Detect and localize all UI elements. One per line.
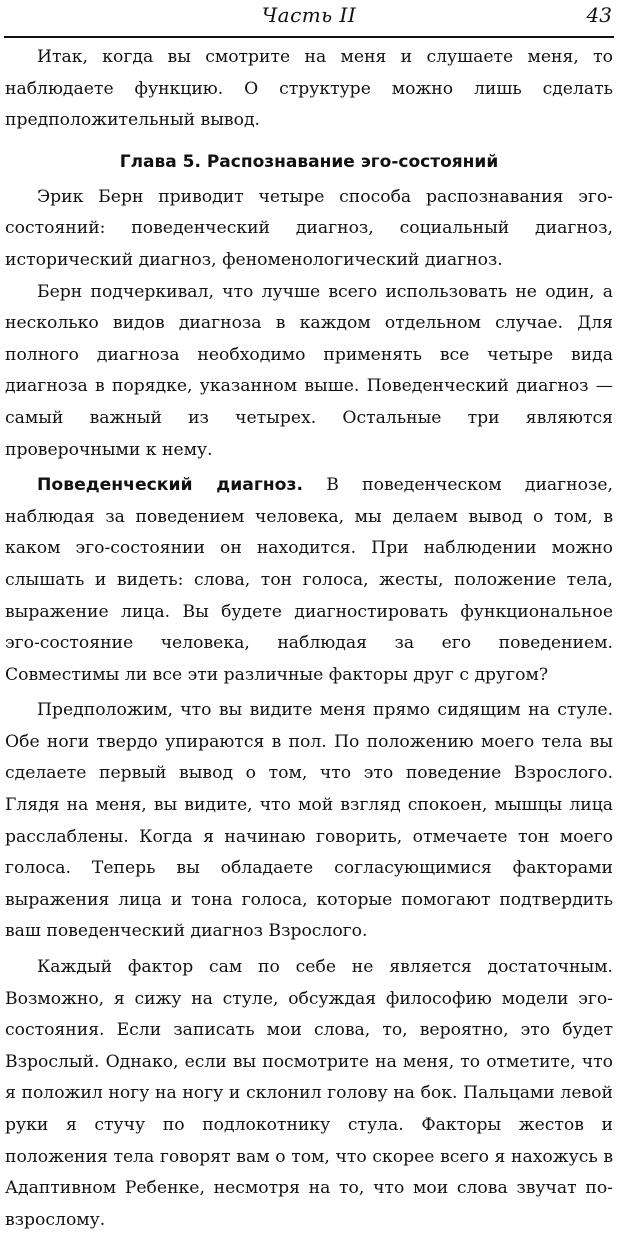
page-body: [5, 42, 613, 1236]
running-header: [4, 0, 614, 38]
run-in-heading: Поведенческий диагноз.: [37, 475, 304, 496]
paragraph-example-child: Каждый фактор сам по себе не является достаточным. Возможно, я сижу на стуле, обсуждая философию модели эго-состояния. Если записать мои слова, то, вероятно, это будет Взрослый. Однако, если вы посмотрите на меня, то отметите, что я положил ногу на ногу и склонил голову на бок. Пальцами левой руки я стучу по подлокотнику стула. Факторы жестов и положения тела говорят вам о том, что скорее всего я нахожусь в Адаптивном Ребенке, несмотря на то, что мои слова звучат по-взрослому.: [5, 957, 613, 1230]
paragraph-berne-emphasis: Берн подчеркивал, что лучше всего использовать не один, а несколько видов диагноза в каждом отдельном случае. Для полного диагноза необходимо применять все четыре вида диагноза в порядке, указанном выше. Поведенческий диагноз — самый важный из четырех. Остальные три являются проверочными к нему.: [5, 281, 613, 460]
paragraph-methods: Эрик Берн приводит четыре способа распознавания эго-состояний: поведенческий диагноз, социальный диагноз, исторический диагноз, феноменологический диагноз.: [5, 186, 613, 270]
running-header-title: Часть II: [261, 3, 357, 27]
intro-paragraph: Итак, когда вы смотрите на меня и слушаете меня, то наблюдаете функцию. О структуре можно лишь сделать предположительный вывод.: [5, 47, 613, 131]
page-number: 43: [586, 3, 612, 27]
chapter-heading: Глава 5. Распознавание эго-состояний: [119, 151, 499, 172]
behavioral-diagnosis-text: В поведенческом диагнозе, наблюдая за поведением человека, мы делаем вывод о том, в каком эго-состоянии он находится. При наблюдении можно слышать и видеть: слова, тон голоса, жесты, положение тела, выражение лица. Вы будете диагностировать функциональное эго-состояние человека, наблюдая за его поведением. Совместимы ли все эти различные факторы друг с другом?: [5, 475, 613, 685]
paragraph-behavioral-diagnosis: [5, 470, 613, 691]
paragraph-example-adult: Предположим, что вы видите меня прямо сидящим на стуле. Обе ноги твердо упираются в пол. По положению моего тела вы сделаете первый вывод о том, что это поведение Взрослого. Глядя на меня, вы видите, что мой взгляд спокоен, мышцы лица расслаблены. Когда я начинаю говорить, отмечаете тон моего голоса. Теперь вы обладаете согласующимися факторами выражения лица и тона голоса, которые помогают подтвердить ваш поведенческий диагноз Взрослого.: [5, 700, 613, 942]
